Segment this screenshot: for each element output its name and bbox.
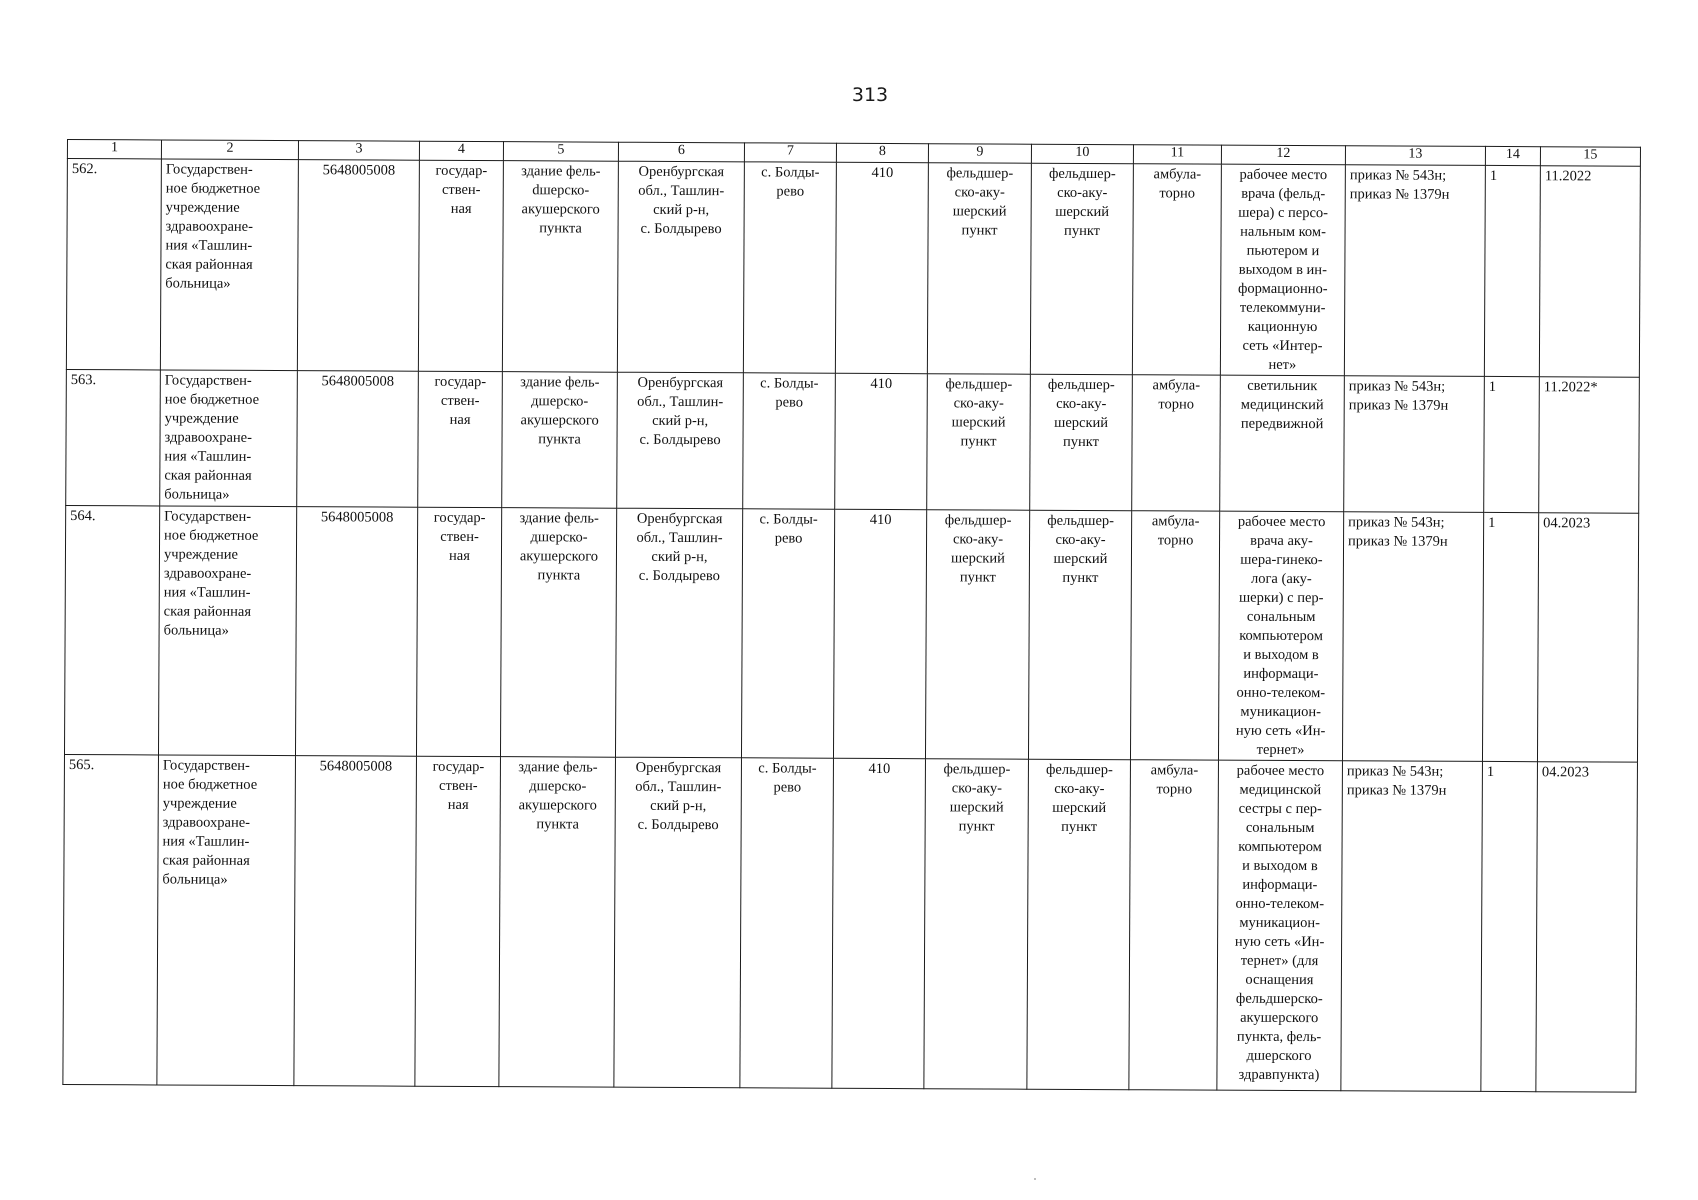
inn-cell: 5648005008 xyxy=(295,507,417,757)
address-cell: Оренбургская обл., Ташлин- ский р-н, с. Болдырево xyxy=(614,757,742,1088)
date-cell: 04.2023 xyxy=(1536,762,1638,1092)
equipment-cell: рабочее место врача аку- шера-гинеко- лога (аку- шерки) с пер- сональным компьютером и выходом в информаци- онно-телеком- муникацион- ную сеть «Ин- тернет» xyxy=(1218,511,1343,761)
building-cell: здание фель- дшерско- акушерского пункта xyxy=(499,757,616,1088)
basis-cell: приказ № 543н; приказ № 1379н xyxy=(1344,165,1485,377)
ownership-cell: государ- ствен- ная xyxy=(418,160,503,371)
column-number: 9 xyxy=(928,144,1031,164)
inn-cell: 5648005008 xyxy=(297,160,419,372)
quantity-cell: 1 xyxy=(1484,376,1540,512)
locality-cell: с. Болды- рево xyxy=(740,758,834,1088)
building-cell: здание фель- dшерско- акушерского пункта xyxy=(502,161,618,373)
locality-cell: с. Болды- рево xyxy=(741,509,834,758)
table-row xyxy=(63,754,1638,1092)
quantity-cell: 1 xyxy=(1484,165,1540,376)
unit-type-cell: фельдшер- ско-аку- шерский пункт xyxy=(924,759,1029,1089)
scan-speck xyxy=(1034,1178,1036,1180)
organization-cell: Государствен- ное бюджетное учреждение здравоохране- ния «Ташлин- ская районная больница» xyxy=(160,159,298,371)
ownership-cell: государ- ствен- ная xyxy=(415,756,501,1086)
quantity-cell: 1 xyxy=(1482,512,1538,761)
table-row xyxy=(66,159,1640,378)
column-number: 7 xyxy=(744,143,836,162)
column-number: 11 xyxy=(1133,145,1221,164)
unit-type-cell: фельдшер- ско-аку- шерский пункт xyxy=(927,163,1031,375)
organization-cell: Государствен- ное бюджетное учреждение здравоохране- ния «Ташлин- ская районная больница» xyxy=(160,370,298,507)
table-row xyxy=(64,505,1638,762)
column-number: 2 xyxy=(161,140,298,160)
equipment-cell: рабочее место медицинской сестры с пер- сональным компьютером и выходом в информаци- онно-телеком- муникацион- ную сеть «Ин- тернет» (для оснащения фельдшерско- акушерского пункта, фель- дшерского здравпункта) xyxy=(1217,760,1343,1091)
column-number: 15 xyxy=(1540,147,1640,166)
building-cell: здание фель- дшерско- акушерского пункта xyxy=(500,508,616,758)
code-cell: 410 xyxy=(835,373,928,509)
register-table xyxy=(62,139,1641,1093)
date-cell: 11.2022* xyxy=(1539,377,1640,513)
column-number: 13 xyxy=(1345,146,1485,166)
unit-name-cell: фельдшер- ско-аку- шерский пункт xyxy=(1027,759,1131,1089)
column-number: 8 xyxy=(836,143,928,162)
building-cell: здание фель- дшерско- акушерского пункта xyxy=(502,372,618,509)
column-number: 5 xyxy=(503,142,618,162)
care-form-cell: амбула- торно xyxy=(1129,760,1219,1090)
code-cell: 410 xyxy=(835,162,928,373)
equipment-cell: светильник медицинский передвижной xyxy=(1220,375,1345,512)
table-row xyxy=(66,369,1640,513)
inn-cell: 5648005008 xyxy=(294,756,417,1087)
locality-cell: с. Болды- рево xyxy=(743,373,836,509)
code-cell: 410 xyxy=(832,758,926,1088)
row-number: 563. xyxy=(66,369,161,505)
basis-cell: приказ № 543н; приказ № 1379н xyxy=(1342,512,1483,762)
inn-cell: 5648005008 xyxy=(297,371,419,508)
code-cell: 410 xyxy=(833,509,926,758)
date-cell: 04.2023 xyxy=(1537,513,1638,762)
equipment-cell: рабочее место врача (фельд- шера) с персо- нальным ком- пьютером и выходом в ин- формационно- телекоммуни- кационную сеть «Интер- нет» xyxy=(1220,164,1345,376)
organization-cell: Государствен- ное бюджетное учреждение здравоохране- ния «Ташлин- ская районная больница» xyxy=(158,506,296,756)
unit-type-cell: фельдшер- ско-аку- шерский пункт xyxy=(927,374,1031,511)
care-form-cell: амбула- торно xyxy=(1132,164,1221,375)
column-number: 10 xyxy=(1031,144,1133,163)
quantity-cell: 1 xyxy=(1481,761,1538,1091)
row-number: 565. xyxy=(63,754,159,1084)
unit-name-cell: фельдшер- ско-аку- шерский пункт xyxy=(1030,163,1133,374)
page-number: 313 xyxy=(851,84,889,106)
unit-type-cell: фельдшер- ско-аку- шерский пункт xyxy=(925,510,1029,760)
care-form-cell: амбула- торно xyxy=(1130,511,1219,760)
care-form-cell: амбула- торно xyxy=(1132,375,1221,511)
column-number: 3 xyxy=(298,141,419,161)
organization-cell: Государствен- ное бюджетное учреждение здравоохране- ния «Ташлин- ская районная больница» xyxy=(157,755,296,1086)
column-number: 14 xyxy=(1485,146,1540,165)
column-number: 12 xyxy=(1221,145,1345,165)
column-number: 4 xyxy=(419,141,503,160)
column-number: 6 xyxy=(618,142,744,162)
ownership-cell: государ- ствен- ная xyxy=(416,507,501,756)
address-cell: Оренбургская обл., Ташлин- ский р-н, с. Болдырево xyxy=(617,372,744,509)
address-cell: Оренбургская обл., Ташлин- ский р-н, с. Болдырево xyxy=(617,161,744,373)
row-number: 564. xyxy=(64,505,159,754)
basis-cell: приказ № 543н; приказ № 1379н xyxy=(1344,376,1485,513)
column-number: 1 xyxy=(67,140,161,159)
row-number: 562. xyxy=(66,159,161,370)
basis-cell: приказ № 543н; приказ № 1379н xyxy=(1341,761,1483,1092)
locality-cell: с. Болды- рево xyxy=(743,162,836,373)
unit-name-cell: фельдшер- ско-аку- шерский пункт xyxy=(1030,374,1133,510)
date-cell: 11.2022 xyxy=(1539,166,1640,377)
unit-name-cell: фельдшер- ско-аку- шерский пункт xyxy=(1028,510,1131,759)
ownership-cell: государ- ствен- ная xyxy=(418,371,503,507)
address-cell: Оренбургская обл., Ташлин- ский р-н, с. Болдырево xyxy=(615,508,742,758)
